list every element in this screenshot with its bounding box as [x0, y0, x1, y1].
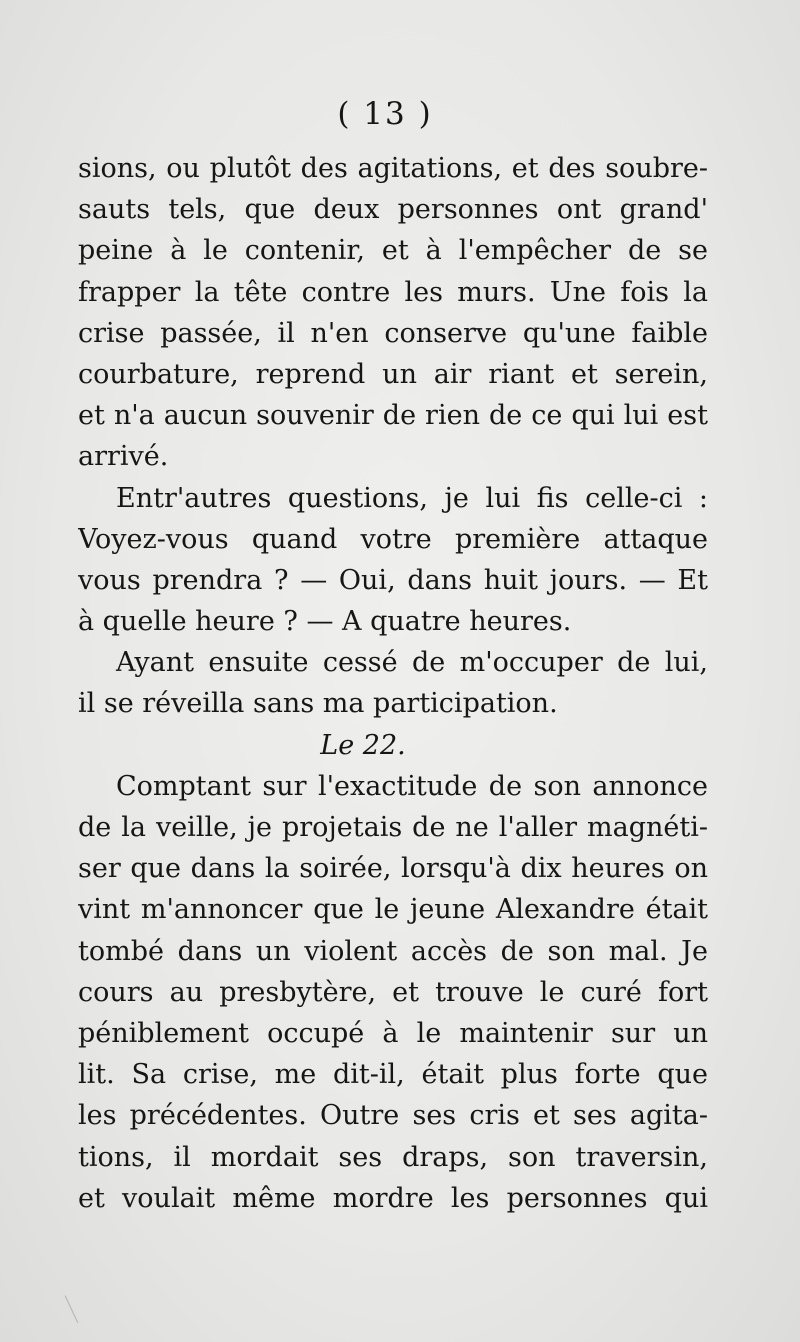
paper-mark: [65, 1287, 97, 1323]
text-line: frapper la tête contre les murs. Une fois la: [78, 276, 708, 308]
text-line: arrivé.: [78, 441, 169, 473]
text-line: sauts tels, que deux personnes ont grand': [78, 194, 708, 226]
page-number: ( 13 ): [337, 96, 433, 132]
text-line: il se réveilla sans ma participation.: [78, 688, 558, 720]
body-text: [78, 148, 708, 1219]
text-line: tions, il mordait ses draps, son traversin,: [78, 1141, 708, 1173]
text-line: courbature, reprend un air riant et serein,: [78, 358, 708, 390]
text-line: lit. Sa crise, me dit-il, était plus forte que: [78, 1059, 708, 1091]
text-line: peine à le contenir, et à l'empêcher de se: [78, 235, 708, 267]
text-line: péniblement occupé à le maintenir sur un: [78, 1017, 708, 1049]
text-line: Entr'autres questions, je lui fis celle-ci :: [116, 482, 708, 514]
text-line: Ayant ensuite cessé de m'occuper de lui,: [116, 647, 708, 679]
text-line: et voulait même mordre les personnes qui: [78, 1182, 708, 1214]
text-line: Voyez-vous quand votre première attaque: [78, 523, 708, 555]
text-line: Comptant sur l'exactitude de son annonce: [116, 770, 708, 802]
text-line: tombé dans un violent accès de son mal. Je: [78, 935, 708, 967]
text-line: et n'a aucun souvenir de rien de ce qui lui est: [78, 400, 708, 432]
text-line: sions, ou plutôt des agitations, et des soubre-: [78, 153, 708, 184]
text-line: cours au presbytère, et trouve le curé fort: [78, 976, 708, 1008]
text-line: de la veille, je projetais de ne l'aller magnéti-: [78, 812, 708, 843]
text-line: ser que dans la soirée, lorsqu'à dix heures on: [78, 853, 708, 885]
text-line: vous prendra ? — Oui, dans huit jours. — Et: [78, 564, 708, 596]
section-heading: Le 22.: [320, 729, 406, 761]
text-line: vint m'annoncer que le jeune Alexandre était: [78, 894, 708, 926]
text-line: les précédentes. Outre ses cris et ses agita-: [78, 1100, 708, 1132]
text-line: à quelle heure ? — A quatre heures.: [78, 606, 572, 638]
text-line: crise passée, il n'en conserve qu'une faible: [78, 317, 708, 349]
